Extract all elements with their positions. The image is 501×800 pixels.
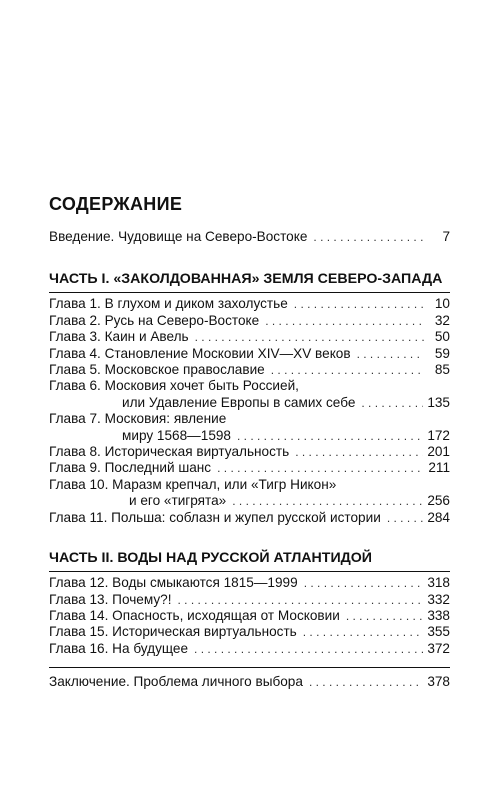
entry-label: Глава 6. Московия хочет быть Россией, (49, 378, 299, 394)
chapter-list (49, 575, 450, 657)
entry-label: Глава 4. Становление Московии XIV—XV веков (49, 345, 351, 361)
entry-page: 85 (434, 362, 450, 378)
entry-label: Глава 7. Московия: явление (49, 411, 227, 427)
dot-leader (295, 444, 423, 460)
toc-entry (49, 346, 450, 362)
dot-leader (232, 493, 423, 509)
entry-label: Глава 8. Историческая виртуальность (49, 444, 290, 460)
entry-label: Глава 12. Воды смыкаются 1815—1999 (49, 575, 298, 591)
dot-leader (271, 362, 424, 378)
entry-page: 355 (427, 624, 450, 640)
entry-label: Глава 1. В глухом и диком захолустье (49, 296, 288, 312)
toc-entry (49, 362, 450, 378)
divider (49, 571, 450, 572)
divider (49, 667, 450, 668)
toc-entry (49, 296, 450, 312)
entry-label-continued: или Удавление Европы в самих себе (122, 394, 356, 410)
dot-leader (361, 395, 423, 411)
entry-page: 284 (427, 509, 450, 525)
toc-entry (49, 575, 450, 591)
toc-entry-conclusion (49, 674, 450, 690)
dot-leader (217, 460, 424, 476)
toc-entry-line1 (49, 411, 450, 427)
entry-label: Заключение. Проблема личного выбора (49, 674, 303, 690)
dot-leader (195, 329, 424, 345)
part-2 (49, 548, 450, 657)
entry-label: Введение. Чудовище на Северо-Востоке (49, 229, 308, 244)
entry-page: 32 (434, 312, 450, 328)
entry-page: 7 (442, 229, 450, 244)
toc-entry (49, 460, 450, 476)
entry-page: 10 (434, 296, 450, 312)
entry-label: Глава 15. Историческая виртуальность (49, 624, 297, 640)
dot-leader (265, 313, 424, 329)
dot-leader (304, 575, 424, 591)
entry-label: Глава 14. Опасность, исходящая от Московии (49, 607, 340, 623)
toc-entry (49, 329, 450, 345)
entry-page: 332 (427, 591, 450, 607)
dot-leader (313, 229, 424, 245)
toc-entry (49, 592, 450, 608)
divider (49, 292, 450, 293)
entry-label-continued: и его «тигрята» (129, 493, 227, 509)
dot-leader (357, 346, 424, 362)
toc-entry (49, 444, 450, 460)
dot-leader (177, 592, 423, 608)
toc-entry (49, 624, 450, 640)
entry-page: 50 (434, 329, 450, 345)
toc-entry (49, 608, 450, 624)
dot-leader (237, 428, 423, 444)
entry-label: Глава 13. Почему?! (49, 591, 172, 607)
entry-page: 338 (427, 607, 450, 623)
toc-entry-intro (49, 229, 450, 245)
entry-page: 201 (427, 444, 450, 460)
toc-entry-line2 (49, 395, 450, 411)
dot-leader (294, 296, 424, 312)
dot-leader (346, 608, 423, 624)
entry-page: 135 (427, 394, 450, 410)
entry-label: Глава 9. Последний шанс (49, 460, 212, 476)
part-title: ЧАСТЬ II. ВОДЫ НАД РУССКОЙ АТЛАНТИДОЙ (49, 550, 372, 567)
entry-label-continued: миру 1568—1598 (122, 427, 231, 443)
dot-leader (309, 674, 423, 690)
toc-entry (49, 510, 450, 526)
entry-label: Глава 5. Московское православие (49, 362, 265, 378)
entry-page: 59 (434, 345, 450, 361)
entry-label: Глава 10. Маразм крепчал, или «Тигр Никон» (49, 476, 337, 492)
part-title: ЧАСТЬ I. «ЗАКОЛДОВАННАЯ» ЗЕМЛЯ СЕВЕРО-ЗАПАДА (49, 271, 443, 288)
chapter-list (49, 296, 450, 526)
toc-title: СОДЕРЖАНИЕ (49, 194, 183, 214)
entry-page: 172 (427, 427, 450, 443)
toc-entry-line2 (49, 428, 450, 444)
toc-entry-line1 (49, 378, 450, 394)
entry-label: Глава 2. Русь на Северо-Востоке (49, 312, 260, 328)
entry-label: Глава 16. На будущее (49, 640, 189, 656)
toc-entry-line1 (49, 477, 450, 493)
part-1 (49, 269, 450, 526)
dot-leader (387, 510, 424, 526)
entry-page: 318 (427, 575, 450, 591)
table-of-contents (49, 193, 450, 691)
dot-leader (303, 624, 424, 640)
toc-entry-line2 (49, 493, 450, 509)
toc-entry (49, 313, 450, 329)
entry-page: 211 (428, 460, 450, 476)
dot-leader (194, 641, 423, 657)
toc-entry (49, 641, 450, 657)
entry-label: Глава 3. Каин и Авель (49, 329, 189, 345)
entry-label: Глава 11. Польша: соблазн и жупел русской истории (49, 509, 381, 525)
entry-page: 256 (427, 493, 450, 509)
entry-page: 378 (427, 674, 450, 690)
entry-page: 372 (427, 640, 450, 656)
